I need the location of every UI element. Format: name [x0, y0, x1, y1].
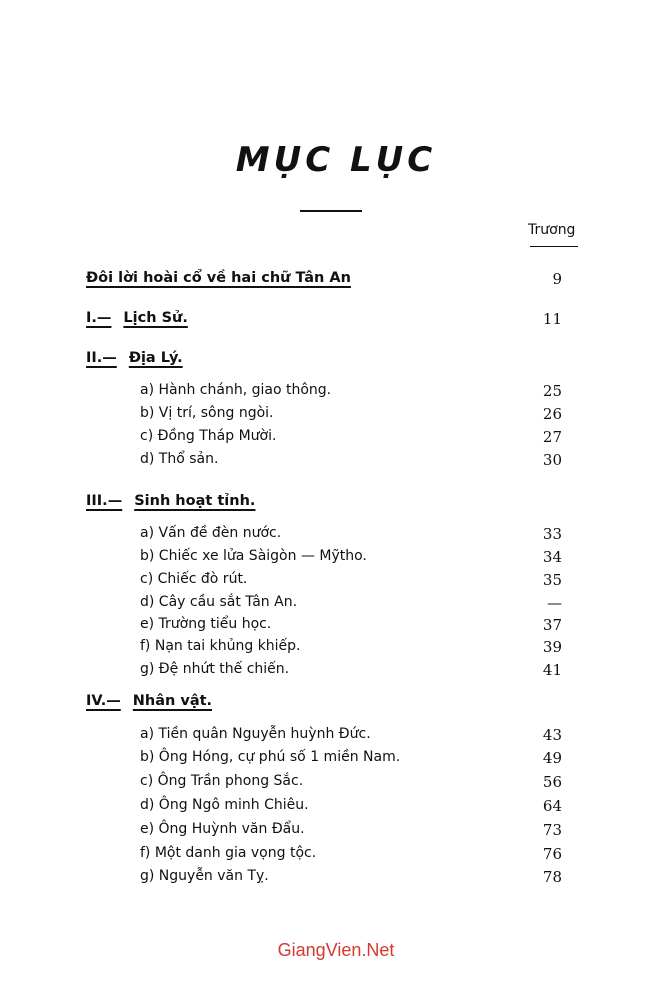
toc-page-number: 37	[542, 616, 562, 634]
toc-item-label	[140, 638, 301, 654]
toc-item-label	[140, 382, 331, 398]
toc-page-number: 30	[542, 451, 562, 469]
toc-label-text: d) Cây cầu sắt Tân An.	[140, 594, 298, 610]
toc-item-row	[0, 548, 672, 570]
toc-item-label	[140, 451, 218, 467]
toc-item-label	[140, 428, 276, 444]
toc-label-text: Đôi lời hoài cổ về hai chữ Tân An	[86, 270, 351, 286]
toc-item-row	[0, 638, 672, 660]
toc-label-text: a) Hành chánh, giao thông.	[140, 382, 332, 398]
toc-section-label	[86, 693, 212, 709]
toc-label-text: Lịch Sử.	[123, 310, 188, 326]
toc-item-label	[140, 548, 367, 564]
toc-section-row	[0, 693, 672, 715]
toc-item-row	[0, 525, 672, 547]
toc-page-number: 56	[542, 773, 562, 791]
toc-item-row	[0, 451, 672, 473]
toc-section-row	[0, 350, 672, 372]
toc-page-number: 41	[542, 661, 562, 679]
toc-label-text: d) Ông Ngô minh Chiêu.	[140, 797, 309, 813]
toc-label-text: Địa Lý.	[128, 350, 183, 366]
toc-label-text: g) Đệ nhứt thế chiến.	[140, 661, 290, 677]
toc-section-label	[86, 310, 188, 326]
title-underline	[300, 210, 362, 212]
toc-section-number: III.—	[86, 493, 123, 509]
toc-item-label	[140, 797, 309, 813]
toc-label-text: e) Trường tiểu học.	[140, 616, 272, 632]
toc-section-number: II.—	[86, 350, 117, 366]
toc-page-number: 78	[542, 868, 562, 886]
toc-item-row	[0, 797, 672, 819]
page-title: MỤC LỤC	[235, 140, 437, 180]
toc-item-row	[0, 571, 672, 593]
column-header-underline	[530, 246, 578, 247]
toc-item-label	[140, 661, 289, 677]
toc-section-number: IV.—	[86, 693, 121, 709]
toc-item-row	[0, 594, 672, 616]
toc-label-text: b) Vị trí, sông ngòi.	[140, 405, 274, 421]
toc-label-text: c) Chiếc đò rút.	[140, 571, 248, 587]
toc-page-number: 34	[542, 548, 562, 566]
toc-item-row	[0, 773, 672, 795]
toc-item-label	[140, 773, 303, 789]
toc-item-label	[140, 821, 305, 837]
toc-page-number: 73	[542, 821, 562, 839]
toc-page-number: —	[547, 594, 562, 612]
toc-label-text: f) Một danh gia vọng tộc.	[140, 845, 317, 861]
toc-label-text: Nhân vật.	[132, 693, 213, 709]
toc-item-row	[0, 382, 672, 404]
toc-section-row	[0, 270, 672, 292]
toc-item-label	[140, 749, 400, 765]
toc-item-label	[140, 571, 247, 587]
toc-page-number: 25	[542, 382, 562, 400]
toc-item-row	[0, 428, 672, 450]
toc-label-text: c) Đồng Tháp Mười.	[140, 428, 277, 444]
toc-page-number: 43	[542, 726, 562, 744]
toc-page-number: 49	[542, 749, 562, 767]
toc-page-number: 27	[542, 428, 562, 446]
toc-item-row	[0, 405, 672, 427]
toc-label-text: f) Nạn tai khủng khiếp.	[140, 638, 301, 654]
toc-page-number: 9	[552, 270, 562, 288]
toc-item-label	[140, 868, 269, 884]
toc-page-number: 64	[542, 797, 562, 815]
toc-label-text: e) Ông Huỳnh văn Đẩu.	[140, 821, 305, 837]
toc-item-label	[140, 726, 371, 742]
toc-section-label	[86, 270, 351, 286]
toc-label-text: Sinh hoạt tỉnh.	[134, 493, 256, 509]
toc-page-number: 76	[542, 845, 562, 863]
toc-label-text: g) Nguyễn văn Tỵ.	[140, 868, 269, 884]
toc-item-row	[0, 726, 672, 748]
toc-page-number: 33	[542, 525, 562, 543]
toc-item-row	[0, 616, 672, 638]
toc-item-row	[0, 845, 672, 867]
toc-item-row	[0, 749, 672, 771]
toc-label-text: c) Ông Trần phong Sắc.	[140, 773, 304, 789]
toc-item-row	[0, 868, 672, 890]
toc-item-row	[0, 821, 672, 843]
toc-page-number: 39	[542, 638, 562, 656]
toc-item-label	[140, 525, 281, 541]
toc-page-number: 35	[542, 571, 562, 589]
toc-label-text: b) Ông Hóng, cự phú số 1 miền Nam.	[140, 749, 401, 765]
toc-item-row	[0, 661, 672, 683]
toc-section-label	[86, 493, 255, 509]
toc-item-label	[140, 616, 271, 632]
toc-section-row	[0, 493, 672, 515]
toc-item-label	[140, 845, 316, 861]
toc-label-text: b) Chiếc xe lửa Sàigòn — Mỹtho.	[140, 548, 367, 564]
watermark-text: GiangVien.Net	[277, 940, 395, 960]
toc-section-number: I.—	[86, 310, 112, 326]
toc-section-label	[86, 350, 183, 366]
page-column-header: Trương	[528, 222, 576, 238]
toc-page-number: 26	[542, 405, 562, 423]
toc-item-label	[140, 405, 274, 421]
toc-page-number: 11	[542, 310, 562, 328]
toc-section-row	[0, 310, 672, 332]
toc-label-text: d) Thổ sản.	[140, 451, 219, 467]
toc-label-text: a) Tiền quân Nguyễn huỳnh Đức.	[140, 726, 371, 742]
toc-label-text: a) Vấn đề đèn nước.	[140, 525, 282, 541]
toc-item-label	[140, 594, 297, 610]
